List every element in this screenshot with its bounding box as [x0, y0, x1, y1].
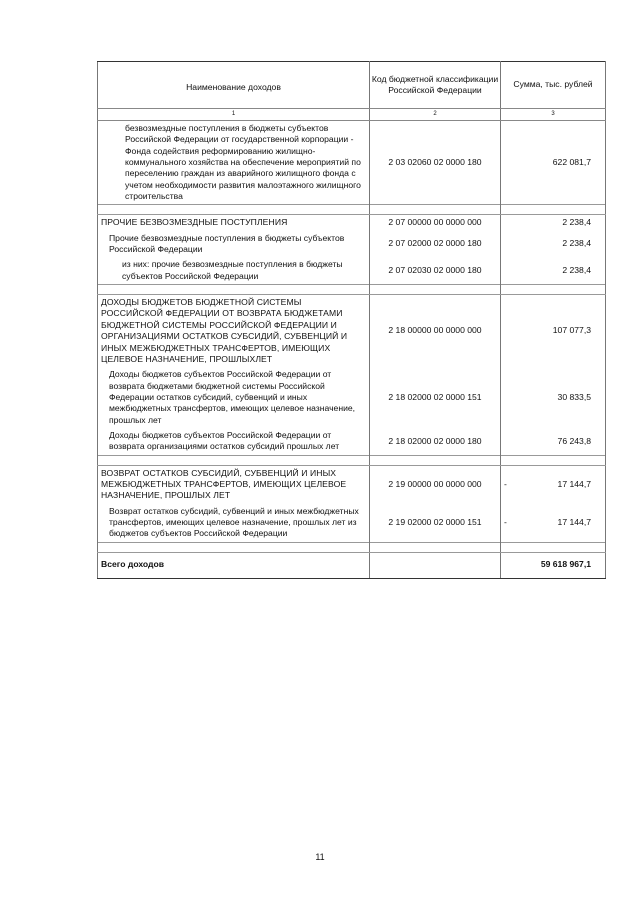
row-code: 2 18 02000 02 0000 151: [370, 367, 501, 428]
row-amount: 17 144,7: [557, 478, 591, 489]
total-row: [98, 552, 606, 578]
row-code: 2 18 02000 02 0000 180: [370, 428, 501, 455]
total-amount: 59 618 967,1: [501, 552, 606, 578]
row-amount: 107 077,3: [501, 295, 606, 368]
total-code: [370, 552, 501, 578]
row-amount: 30 833,5: [501, 367, 606, 428]
negative-dash: -: [504, 516, 507, 527]
row-amount-cell: [501, 465, 606, 504]
row-name: Возврат остатков субсидий, субвенций и иных межбюджетных трансфертов, имеющих целевое назначение, прошлых лет из бюджетов субъектов Российской Федерации: [98, 504, 370, 543]
row-name: ПРОЧИЕ БЕЗВОЗМЕЗДНЫЕ ПОСТУПЛЕНИЯ: [98, 215, 370, 231]
row-code: 2 03 02060 02 0000 180: [370, 121, 501, 205]
row-amount: 17 144,7: [557, 516, 591, 527]
revenue-table: [97, 61, 606, 579]
spacer-row: [98, 455, 606, 465]
row-amount: 622 081,7: [501, 121, 606, 205]
row-name: безвозмездные поступления в бюджеты субъектов Российской Федерации от государственной корпорации - Фонда содействия реформированию жилищно-коммунального хозяйства на обеспечение мероприятий по переселению граждан из аварийного жилищного фонда с учетом необходимости развития малоэтажного жилищного строительства: [98, 121, 370, 205]
negative-dash: -: [504, 478, 507, 489]
spacer-row: [98, 205, 606, 215]
row-code: 2 19 02000 02 0000 151: [370, 504, 501, 543]
table-row: [98, 295, 606, 368]
header-amount: Сумма, тыс. рублей: [501, 62, 606, 109]
row-amount-cell: [501, 504, 606, 543]
table-row: [98, 428, 606, 455]
table-row: [98, 121, 606, 205]
header-code: Код бюджетной классификации Российской Федерации: [370, 62, 501, 109]
row-code: 2 19 00000 00 0000 000: [370, 465, 501, 504]
row-name: из них: прочие безвозмездные поступления в бюджеты субъектов Российской Федерации: [98, 257, 370, 284]
table-row: [98, 465, 606, 504]
column-number-row: [98, 109, 606, 121]
table-row: [98, 231, 606, 258]
spacer-row: [98, 542, 606, 552]
table-row: [98, 504, 606, 543]
column-number-1: 1: [98, 109, 370, 121]
row-code: 2 07 02000 02 0000 180: [370, 231, 501, 258]
column-number-2: 2: [370, 109, 501, 121]
header-name: Наименование доходов: [98, 62, 370, 109]
page-number: 11: [315, 852, 325, 862]
spacer-row: [98, 285, 606, 295]
row-amount: 2 238,4: [501, 231, 606, 258]
row-code: 2 07 02030 02 0000 180: [370, 257, 501, 284]
column-number-3: 3: [501, 109, 606, 121]
row-name: Прочие безвозмездные поступления в бюджеты субъектов Российской Федерации: [98, 231, 370, 258]
table-row: [98, 215, 606, 231]
row-name: Доходы бюджетов субъектов Российской Федерации от возврата организациями остатков субсидий прошлых лет: [98, 428, 370, 455]
row-name: Доходы бюджетов субъектов Российской Федерации от возврата бюджетами бюджетной системы Российской Федерации остатков субсидий, субвенций и иных межбюджетных трансфертов, имеющих целевое назначение, прошлых лет: [98, 367, 370, 428]
row-amount: 76 243,8: [501, 428, 606, 455]
table-header-row: [98, 62, 606, 109]
row-code: 2 18 00000 00 0000 000: [370, 295, 501, 368]
table-row: [98, 257, 606, 284]
row-name: ДОХОДЫ БЮДЖЕТОВ БЮДЖЕТНОЙ СИСТЕМЫ РОССИЙСКОЙ ФЕДЕРАЦИИ ОТ ВОЗВРАТА БЮДЖЕТАМИ БЮДЖЕТНОЙ СИСТЕМЫ РОССИЙСКОЙ ФЕДЕРАЦИИ И ОРГАНИЗАЦИЯМИ ОСТАТКОВ СУБСИДИЙ, СУБВЕНЦИЙ И ИНЫХ МЕЖБЮДЖЕТНЫХ ТРАНСФЕРТОВ, ИМЕЮЩИХ ЦЕЛЕВОЕ НАЗНАЧЕНИЕ, ПРОШЛЫХЛЕТ: [98, 295, 370, 368]
row-amount: 2 238,4: [501, 215, 606, 231]
row-name: ВОЗВРАТ ОСТАТКОВ СУБСИДИЙ, СУБВЕНЦИЙ И ИНЫХ МЕЖБЮДЖЕТНЫХ ТРАНСФЕРТОВ, ИМЕЮЩИХ ЦЕЛЕВОЕ НАЗНАЧЕНИЕ, ПРОШЛЫХ ЛЕТ: [98, 465, 370, 504]
total-label: Всего доходов: [98, 552, 370, 578]
table-row: [98, 367, 606, 428]
row-code: 2 07 00000 00 0000 000: [370, 215, 501, 231]
row-amount: 2 238,4: [501, 257, 606, 284]
